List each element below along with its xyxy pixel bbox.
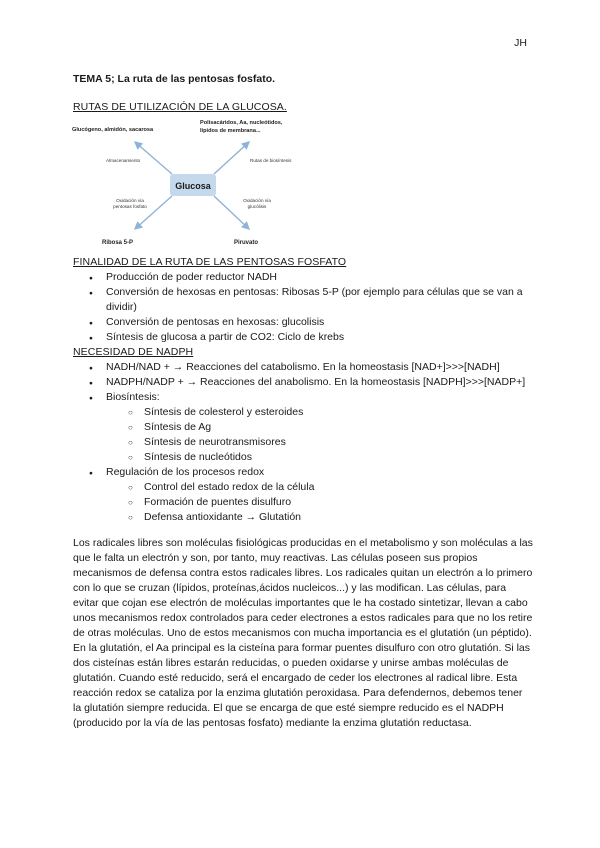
- sublist-item: ○ Síntesis de nucleótidos: [73, 450, 533, 465]
- arrow-to-storage: [135, 142, 172, 174]
- glucose-label: Glucosa: [175, 181, 211, 191]
- body-paragraph-radicales: Los radicales libres son moléculas fisiológicas producidas en el metabolismo y son moléculas a las que le falta un electrón y son, por tanto, muy reactivas. Las células poseen sus propios mecanismos de defensa contra estos radicales libres. Los radicales quitan un electrón a lo primero con lo que se cruzan (lípidos, proteínas,ácidos nucleicos...) y las modifican. Las células, para evitar que cojan ese electrón de moléculas importantes que le ha costado sintetizar, llevan a cabo unos mecanismos redox controlados para ceder electrones a estos radicales para que no los retire de otras moléculas. Uno de estos mecanismos con mucha importancia es el glutatión (un péptido). En la glutatión, el Aa principal es la cisteína para formar puentes disulfuro con otro glutatión. Si las dos cisteínas están libres estarán reducidas, o pueden oxidarse y unirse ambas moléculas de glutatión. Cuando esté reducido, será el encargado de ceder los electrones al radical libre. Esta reacción redox se cataliza por la enzima glutatión peroxidasa. Para defendernos, debemos tener la glutatión siempre reducida. El que se encarga de que esté siempre reducido es el NADPH (producido por la vía de las pentosas fosfato) mediante la enzima glutatión reductasa.: [73, 537, 533, 729]
- sublist-item: ○ Defensa antioxidante → Glutatión: [73, 510, 533, 525]
- list-item-label: Regulación de los procesos redox: [106, 466, 265, 478]
- sublist-item: ○ Síntesis de neurotransmisores: [73, 435, 533, 450]
- section-heading-rutas: RUTAS DE UTILIZACIÓN DE LA GLUCOSA.: [73, 101, 287, 113]
- arrow-to-biosynthesis: [214, 142, 249, 174]
- list-item: ● NADPH/NADP + → Reacciones del anabolismo. En la homeostasis [NADPH]>>>[NADP+]: [73, 375, 533, 390]
- list-item-biosintesis: [73, 390, 533, 465]
- storage-products-label: Glucógeno, almidón, sacarosa: [72, 127, 154, 133]
- sublist-item: ○ Control del estado redox de la célula: [73, 480, 533, 495]
- section-heading-nadph: NECESIDAD DE NADPH: [73, 346, 194, 358]
- glycolysis-arrow-label-2: glucólisis: [247, 204, 267, 209]
- storage-arrow-label: Almacenamiento: [106, 158, 141, 163]
- glycolysis-arrow-label-1: Oxidación vía: [243, 198, 271, 203]
- list-item: ● Conversión de pentosas en hexosas: glucolisis: [73, 315, 533, 330]
- biosynthesis-products-line2: lípidos de membrana...: [200, 128, 261, 134]
- list-item: ● Síntesis de glucosa a partir de CO2: Ciclo de krebs: [73, 330, 533, 345]
- list-item: ● Conversión de hexosas en pentosas: Ribosas 5-P (por ejemplo para células que se van a dividir): [73, 285, 533, 315]
- ribose-label: Ribosa 5-P: [102, 240, 134, 246]
- regulacion-sublist: [106, 480, 533, 525]
- sublist-item: ○ Síntesis de colesterol y esteroides: [73, 405, 533, 420]
- nadph-list: [73, 360, 533, 525]
- pentose-arrow-label-2: pentosas fosfato: [113, 204, 147, 209]
- glucose-pathways-diagram: [72, 116, 302, 256]
- pentose-arrow-label-1: Oxidación vía: [116, 198, 144, 203]
- biosynthesis-arrow-label: Rutas de biosíntesis: [250, 158, 292, 163]
- list-item-label: Biosíntesis:: [106, 391, 160, 403]
- sublist-item: ○ Formación de puentes disulfuro: [73, 495, 533, 510]
- pyruvate-label: Piruvato: [234, 240, 259, 246]
- page-title: TEMA 5; La ruta de las pentosas fosfato.: [73, 73, 276, 85]
- section-heading-finalidad: FINALIDAD DE LA RUTA DE LAS PENTOSAS FOSFATO: [73, 256, 347, 268]
- list-item-regulacion: [73, 465, 533, 525]
- biosynthesis-products-line1: Polisacáridos, Aa, nucleótidos,: [200, 120, 283, 126]
- finalidad-list: [73, 270, 533, 345]
- biosintesis-sublist: [106, 405, 533, 465]
- list-item: ● NADH/NAD + → Reacciones del catabolismo. En la homeostasis [NAD+]>>>[NADH]: [73, 360, 533, 375]
- author-initials: JH: [514, 37, 527, 49]
- sublist-item: ○ Síntesis de Ag: [73, 420, 533, 435]
- list-item: ● Producción de poder reductor NADH: [73, 270, 533, 285]
